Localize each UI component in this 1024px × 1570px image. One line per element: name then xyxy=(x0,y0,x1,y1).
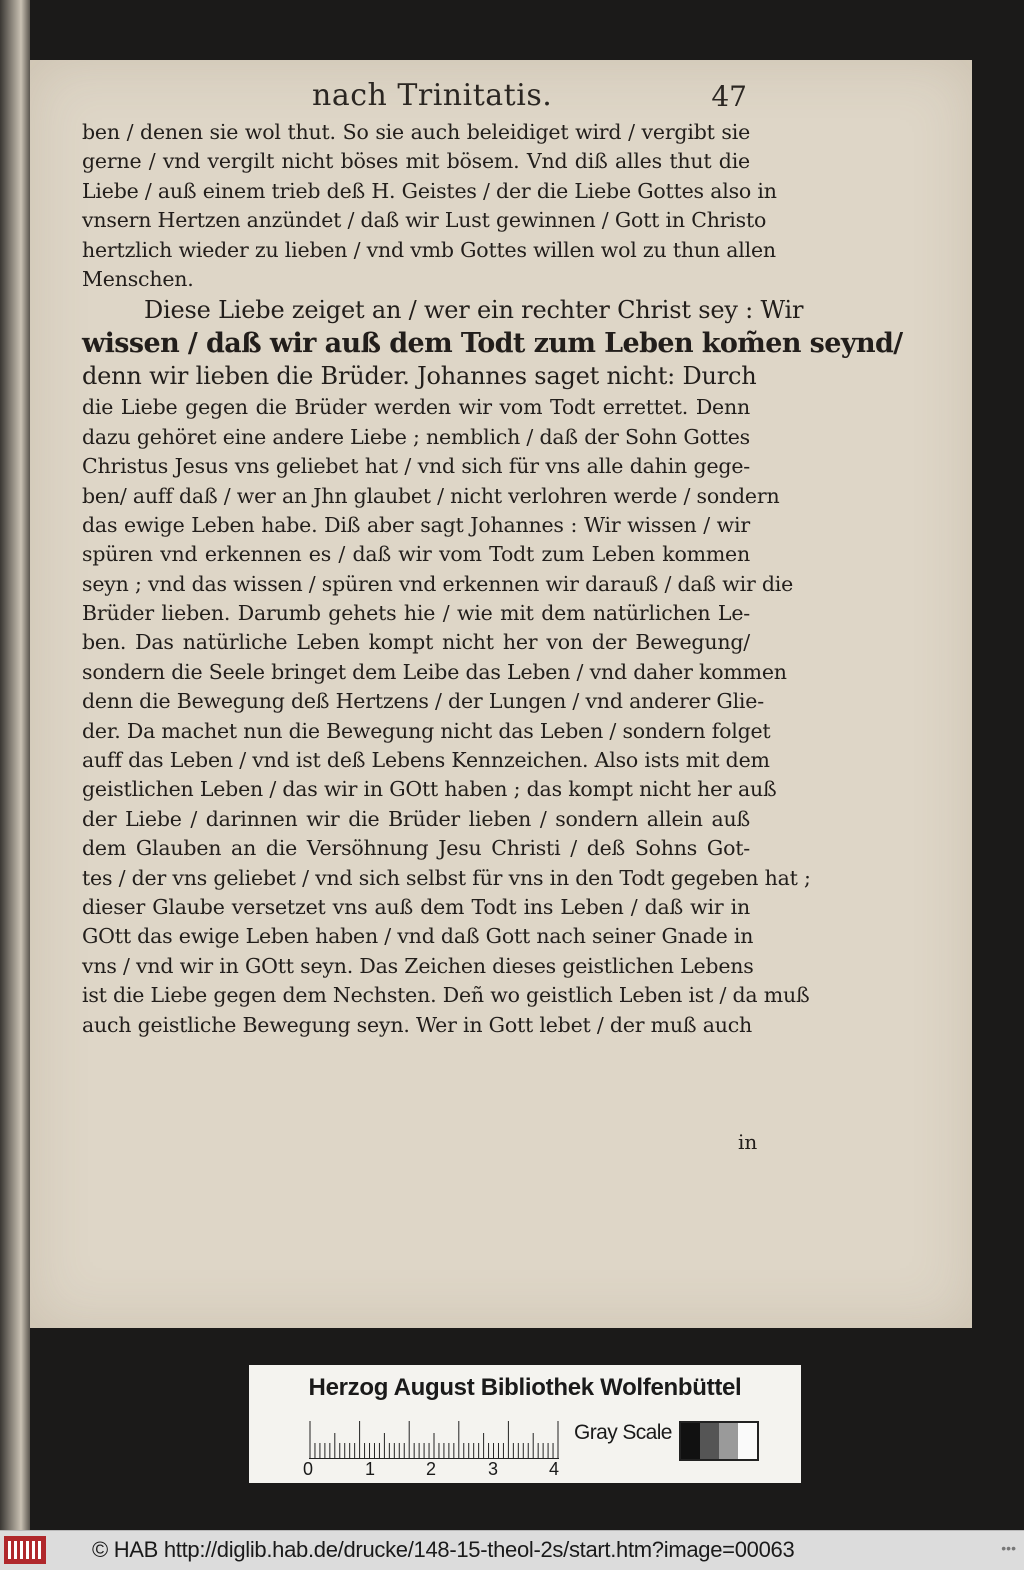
ruler-number: 4 xyxy=(549,1459,560,1479)
text-line: GOtt das ewige Leben haben / vnd daß Gott nach seiner Gnade in xyxy=(82,924,754,949)
gray-scale-label: Gray Scale xyxy=(574,1421,672,1444)
gray-scale-swatch xyxy=(679,1421,759,1461)
text-line: hertzlich wieder zu lieben / vnd vmb Gottes willen wol zu thun allen xyxy=(82,237,776,262)
ruler-number: 3 xyxy=(488,1459,499,1479)
body-text xyxy=(82,118,903,1040)
text-line: Brüder lieben. Darumb gehets hie / wie mit dem natürlichen Le- xyxy=(82,601,750,626)
ruler-number: 0 xyxy=(303,1459,314,1479)
text-line: der. Da machet nun die Bewegung nicht das Leben / sondern folget xyxy=(82,718,771,743)
text-line: Diese Liebe zeiget an / wer ein rechter Christ sey : Wir xyxy=(144,296,804,325)
text-line: ben. Das natürliche Leben kompt nicht her von der Bewegung/ xyxy=(82,630,750,655)
text-line: dieser Glaube versetzet vns auß dem Todt ins Leben / daß wir in xyxy=(82,894,750,919)
text-line: seyn ; vnd das wissen / spüren vnd erkennen wir darauß / daß wir die xyxy=(82,571,794,596)
ruler-scale xyxy=(301,1459,571,1481)
text-line: Liebe / auß einem trieb deß H. Geistes / der die Liebe Gottes also in xyxy=(82,178,777,203)
text-line: ben/ auff daß / wer an Jhn glaubet / nicht verlohren werde / sondern xyxy=(82,483,780,508)
text-line: sondern die Seele bringet dem Leibe das Leben / vnd daher kommen xyxy=(82,659,787,684)
text-line: denn die Bewegung deß Hertzens / der Lungen / vnd anderer Glie- xyxy=(82,689,764,714)
text-line: auff das Leben / vnd ist deß Lebens Kennzeichen. Also ists mit dem xyxy=(82,748,770,773)
text-line: geistlichen Leben / das wir in GOtt haben ; das kompt nicht her auß xyxy=(82,777,777,802)
page-header xyxy=(82,78,747,118)
text-line: gerne / vnd vergilt nicht böses mit bösem. Vnd diß alles thut die xyxy=(82,149,750,174)
text-line: ist die Liebe gegen dem Nechsten. Deñ wo geistlich Leben ist / da muß xyxy=(82,983,810,1008)
book-edge xyxy=(0,0,30,1530)
text-line: wissen / daß wir auß dem Todt zum Leben kom̃en seynd/ xyxy=(82,328,903,360)
footer-bar xyxy=(0,1530,1024,1570)
source-link[interactable]: © HAB http://diglib.hab.de/drucke/148-15-theol-2s/start.htm?image=00063 xyxy=(92,1537,795,1562)
library-name: Herzog August Bibliothek Wolfenbüttel xyxy=(308,1374,742,1401)
calibration-card xyxy=(249,1365,801,1483)
text-line: ben / denen sie wol thut. So sie auch beleidiget wird / vergibt sie xyxy=(82,120,750,144)
page-number: 47 xyxy=(711,80,747,113)
catchword: in xyxy=(738,1130,758,1154)
text-line: der Liebe / darinnen wir die Brüder lieben / sondern allein auß xyxy=(82,806,750,831)
text-line: Christus Jesus vns geliebet hat / vnd sich für vns alle dahin gege- xyxy=(82,454,750,479)
text-line: denn wir lieben die Brüder. Johannes saget nicht: Durch xyxy=(82,362,757,391)
running-head: nach Trinitatis. xyxy=(312,78,553,113)
text-line: tes / der vns geliebet / vnd sich selbst für vns in den Todt gegeben hat ; xyxy=(82,865,811,890)
more-menu-icon[interactable]: ••• xyxy=(1001,1540,1016,1556)
text-line: vns / vnd wir in GOtt seyn. Das Zeichen dieses geistlichen Lebens xyxy=(82,953,754,978)
ruler-number: 2 xyxy=(426,1459,437,1479)
text-line: vnsern Hertzen anzündet / daß wir Lust gewinnen / Gott in Christo xyxy=(82,208,767,233)
text-line: das ewige Leben habe. Diß aber sagt Johannes : Wir wissen / wir xyxy=(82,512,750,537)
text-line: dazu gehöret eine andere Liebe ; nemblich / daß der Sohn Gottes xyxy=(82,424,750,449)
hab-logo-icon xyxy=(4,1536,46,1564)
text-line: die Liebe gegen die Brüder werden wir vom Todt errettet. Denn xyxy=(82,395,750,420)
ruler xyxy=(309,1419,559,1459)
text-line: dem Glauben an die Versöhnung Jesu Christi / deß Sohns Got- xyxy=(82,836,750,861)
text-line: auch geistliche Bewegung seyn. Wer in Gott lebet / der muß auch xyxy=(82,1012,753,1037)
ruler-number: 1 xyxy=(365,1459,376,1479)
text-line: Menschen. xyxy=(82,266,194,291)
text-line: spüren vnd erkennen es / daß wir vom Todt zum Leben kommen xyxy=(82,542,750,567)
